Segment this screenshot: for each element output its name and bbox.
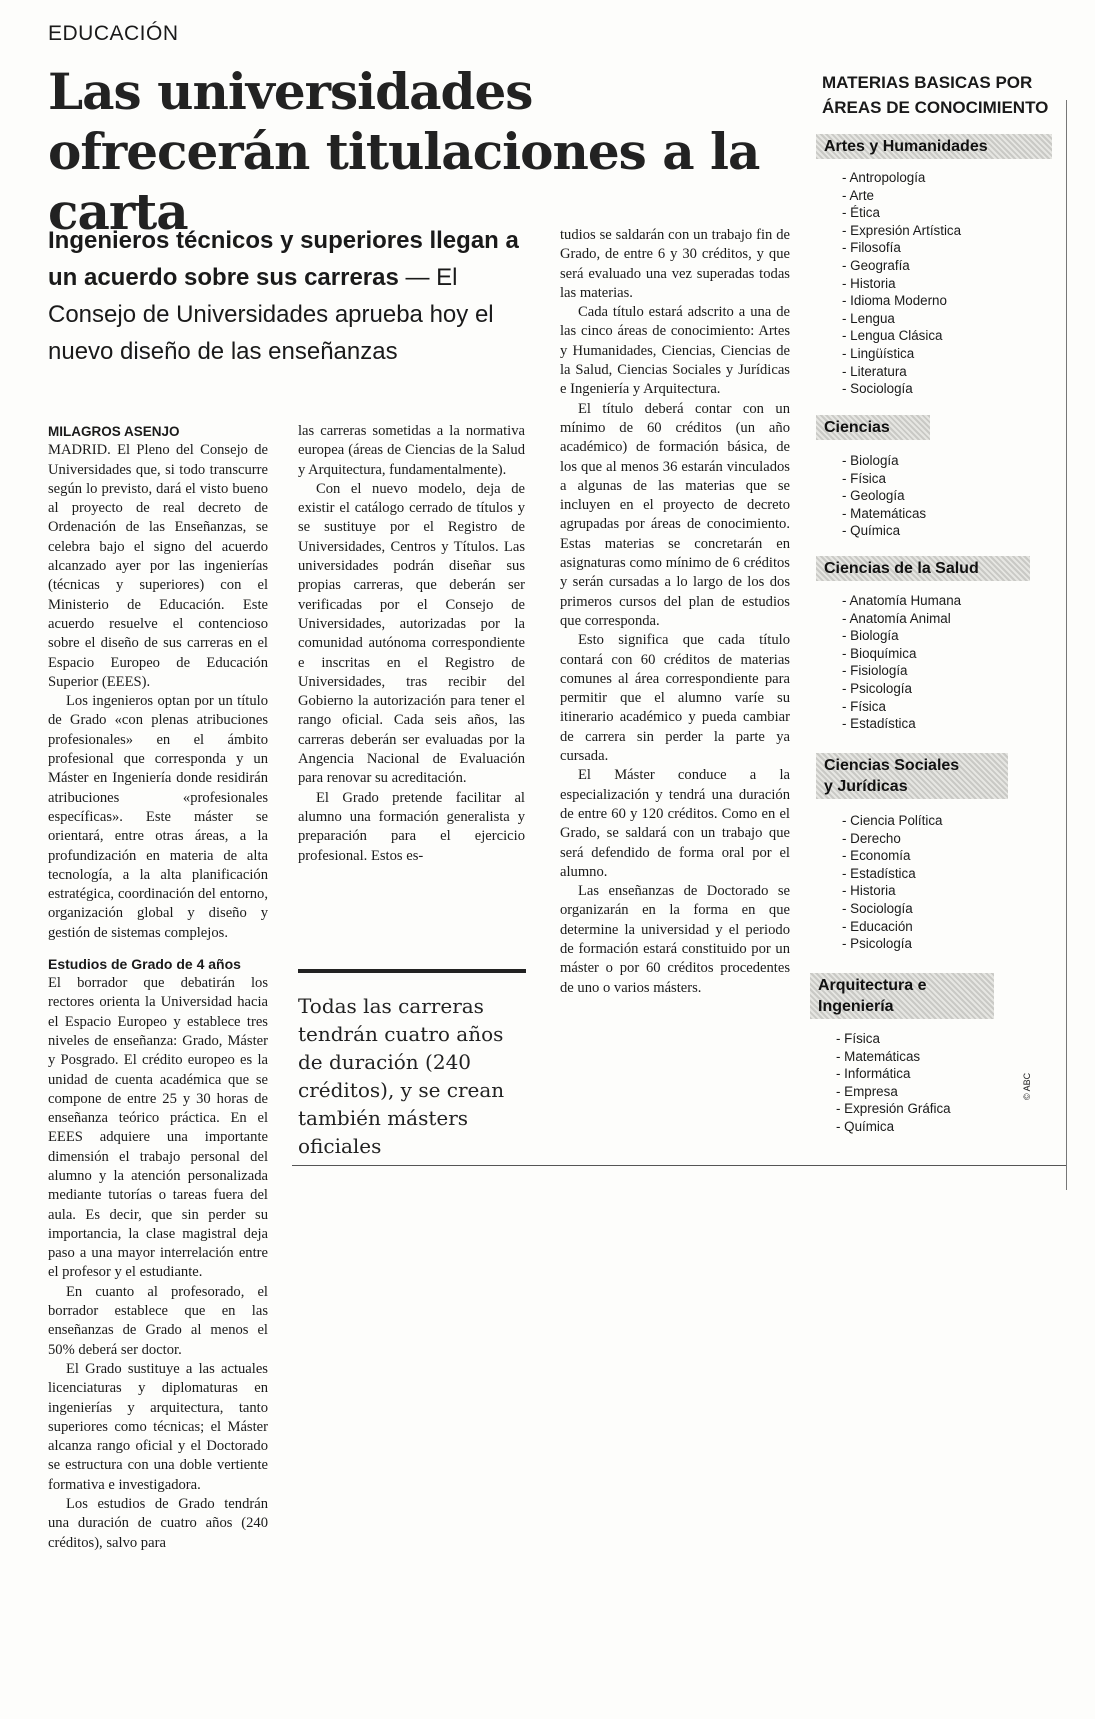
list-item: - Biología — [842, 628, 899, 644]
list-item: - Fisiología — [842, 663, 908, 679]
article-column-1 — [48, 422, 268, 1553]
author-byline: MILAGROS ASENJO — [48, 424, 180, 439]
subheadline — [48, 222, 530, 370]
article-column-3 — [560, 226, 790, 998]
list-item: - Filosofía — [842, 240, 901, 256]
area-header-ingenieria — [810, 973, 994, 1019]
list-item: - Psicología — [842, 680, 912, 696]
copyright-credit: © ABC — [1022, 1072, 1032, 1100]
list-item: - Sociología — [842, 900, 913, 916]
list-item: - Lengua Clásica — [842, 328, 943, 344]
list-item: - Matemáticas — [836, 1048, 921, 1064]
paragraph: El Grado pretende facilitar al alumno una formación generalista y preparación para el ejercicio profesional. Estos es- — [298, 789, 525, 864]
area-header-artes — [816, 134, 1052, 159]
list-item: - Expresión Artística — [842, 222, 962, 238]
list-item: - Historia — [842, 275, 896, 291]
area-list-sociales — [842, 812, 942, 953]
area-name: Ciencias — [824, 419, 890, 436]
list-item: - Anatomía Humana — [842, 593, 962, 608]
list-item: - Expresión Gráfica — [836, 1101, 951, 1117]
paragraph: Los estudios de Grado tendrán una duración de cuatro años (240 créditos), salvo para — [48, 1496, 268, 1551]
list-item: - Lingüística — [842, 345, 915, 361]
area-name: Artes y Humanidades — [824, 138, 988, 155]
list-item: - Física — [836, 1031, 880, 1046]
list-item: - Economía — [842, 848, 911, 864]
pullquote: Todas las carreras tendrán cuatro años de duración (240 créditos), y se crean también másters oficiales — [298, 994, 505, 1158]
list-item: - Idioma Moderno — [842, 293, 947, 309]
list-item: - Anatomía Animal — [842, 610, 951, 626]
list-item: - Antropología — [842, 170, 926, 185]
area-name: y Jurídicas — [824, 778, 908, 795]
list-item: - Bioquímica — [842, 645, 917, 661]
area-list-ingenieria — [836, 1030, 951, 1136]
sidebar-title — [822, 70, 1062, 120]
paragraph: tudios se saldarán con un trabajo fin de Grado, de entre 6 y 30 créditos, y que será evaluado una vez superadas todas las materias. — [560, 227, 790, 301]
area-header-salud — [816, 556, 1030, 581]
article-column-2 — [298, 422, 525, 866]
subsection-heading: Estudios de Grado de 4 años — [48, 956, 241, 973]
paragraph: MADRID. El Pleno del Consejo de Universidades que, si todo transcurre según lo previsto, dará el visto bueno al proyecto de real decreto de Ordenación de las Enseñanzas, se celebra bajo el signo del acuerdo alcanzado ayer por las ingenierías (técnicas y superiores) con el Ministerio de Educación. Este acuerdo resuelve el contencioso sobre el diseño de sus carreras en el Espacio Europeo de Educación Superior (EEES). — [48, 442, 268, 690]
area-name: Ciencias de la Salud — [824, 560, 979, 577]
bottom-divider — [292, 1165, 1066, 1166]
area-name: Ciencias Sociales — [824, 757, 960, 774]
list-item: - Geografía — [842, 257, 910, 273]
list-item: - Sociología — [842, 381, 913, 397]
paragraph: Esto significa que cada título contará con 60 créditos de materias comunes al área correspondiente para permitir que el alumno varíe su itinerario académico y pueda cambiar de carrera sin perder la parte ya cursada. — [560, 632, 790, 765]
paragraph: Las enseñanzas de Doctorado se organizarán en la forma en que determine la universidad y el periodo de formación estará constituido por un máster o por 60 créditos procedentes de uno o varios másters. — [560, 883, 790, 996]
area-header-ciencias — [816, 415, 930, 440]
list-item: - Física — [842, 698, 886, 714]
sidebar-border — [1066, 100, 1067, 1190]
list-item: - Empresa — [836, 1083, 898, 1099]
list-item: - Arte — [842, 187, 874, 203]
paragraph: Cada título estará adscrito a una de las cinco áreas de conocimiento: Artes y Humanidades, Ciencias, Ciencias de la Salud, Ciencias Sociales y Jurídicas e Ingeniería y Arquitectura. — [560, 304, 790, 398]
paragraph: El Grado sustituye a las actuales licenciaturas y diplomaturas en ingenierías y arquitectura, tanto superiores como técnicas; el Máster alcanza rango oficial y el Doctorado se estructura con una doble vertiente formativa e investigadora. — [48, 1360, 268, 1493]
list-item: - Psicología — [842, 936, 912, 952]
list-item: - Química — [836, 1118, 895, 1134]
paragraph: Los ingenieros optan por un título de Grado «con plenas atribuciones profesionales» en el ámbito profesional que corresponda y un Máster en Ingeniería donde residirán atribuciones «profesionales específicas». Este máster se orientará, entre otras áreas, a la profundización en materia de alta tecnología, a la alta planificación estratégica, coordinación del entorno, organización global y diseño y gestión de sistemas complejos. — [48, 693, 268, 941]
area-name: Ingeniería — [818, 998, 894, 1015]
headline: Las universidades ofrecerán titulaciones a la carta — [48, 62, 760, 241]
paragraph: El título deberá contar con un mínimo de 60 créditos (un año académico) de formación básica, de los que al menos 36 estarán vinculados a algunas de las materias que se incluyen en el proyecto de decreto agrupadas por áreas de conocimiento. Estas materias se concretarán en asignaturas como mínimo de 6 créditos y serán cursadas a lo largo de los dos primeros cursos del plan de estudios que corresponda. — [560, 400, 790, 629]
area-header-sociales — [816, 753, 1008, 799]
sidebar-title-line: MATERIAS BASICAS POR — [822, 73, 1033, 92]
list-item: - Literatura — [842, 363, 907, 379]
paragraph: El Máster conduce a la especialización y tendrá una duración de entre 60 y 120 créditos. Como en el Grado, se saldará con un trabajo que será defendido de forma oral por el alumno. — [560, 767, 790, 880]
paragraph: En cuanto al profesorado, el borrador establece que en las enseñanzas de Grado al menos el 50% deberá ser doctor. — [48, 1283, 268, 1358]
sidebar-title-line: ÁREAS DE CONOCIMIENTO — [822, 98, 1049, 117]
subheadline-rest: El Consejo de Universidades aprueba hoy el nuevo diseño de las enseñanzas — [48, 264, 494, 365]
paragraph: las carreras sometidas a la normativa europea (áreas de Ciencias de la Salud y Arquitectura, fundamentalmente). — [298, 423, 525, 478]
list-item: - Física — [842, 470, 886, 486]
list-item: - Historia — [842, 883, 896, 899]
area-list-salud — [842, 592, 961, 733]
paragraph: Con el nuevo modelo, deja de existir el catálogo cerrado de títulos y se sustituye por el Registro de Universidades, Centros y Títulos. Las universidades podrán diseñar sus propias carreras, que deberán ser verificadas por el Consejo de Universidades, autorizadas por la comunidad autónoma correspondiente e inscritas en el Registro de Universidades, tras recibir del Gobierno la autorización para tener el rango oficial. Cada seis años, las carreras deberán ser evaluadas por la Angencia Nacional de Evaluación para renovar su acreditación. — [298, 480, 525, 787]
list-item: - Estadística — [842, 716, 916, 732]
list-item: - Geología — [842, 488, 905, 504]
list-item: - Estadística — [842, 865, 916, 881]
list-item: - Biología — [842, 453, 899, 468]
section-label: EDUCACIÓN — [48, 22, 179, 45]
list-item: - Lengua — [842, 310, 895, 326]
list-item: - Derecho — [842, 830, 901, 846]
area-name: Arquitectura e — [818, 977, 927, 994]
list-item: - Química — [842, 523, 901, 539]
pullquote-rule — [298, 969, 526, 973]
area-list-artes — [842, 169, 961, 398]
paragraph: El borrador que debatirán los rectores orienta la Universidad hacia el Espacio Europeo y establece tres niveles de enseñanza: Grado, Máster y Posgrado. El crédito europeo es la unidad de cuenta académica que se compone de entre 25 y 30 horas de enseñanza teórico práctica. En el EEES adquiere una importante dimensión el trabajo personal del alumno y la atención personalizada mediante tutorías o tareas fuera del aula. Es decir, que sin perder su importancia, la clase magistral deja paso a una mayor interrelación entre el profesor y el estudiante. — [48, 975, 268, 1281]
list-item: - Informática — [836, 1066, 911, 1082]
list-item: - Matemáticas — [842, 505, 927, 521]
subheadline-separator: — — [398, 264, 437, 291]
list-item: - Ciencia Política — [842, 813, 943, 828]
list-item: - Ética — [842, 205, 880, 221]
list-item: - Educación — [842, 918, 913, 934]
area-list-ciencias — [842, 452, 926, 540]
subheadline-bold: Ingenieros técnicos y superiores llegan a un acuerdo sobre sus carreras — [48, 227, 519, 291]
